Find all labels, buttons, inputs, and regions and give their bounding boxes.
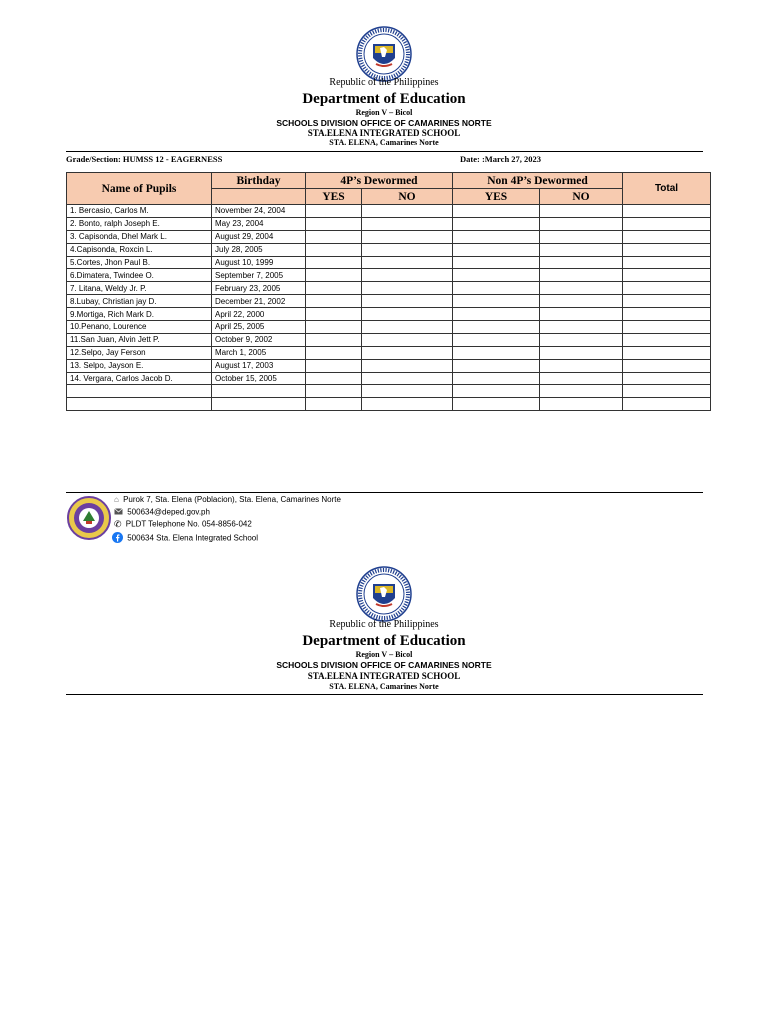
school-address: STA. ELENA, Camarines Norte [329, 138, 439, 147]
total-cell [623, 372, 711, 385]
col-header-4ps: 4P’s Dewormed [306, 173, 453, 189]
footer-phone-row [114, 520, 252, 529]
birthday-cell: September 7, 2005 [212, 269, 306, 282]
phone-icon: ✆ [114, 519, 122, 529]
header-divider [66, 151, 703, 152]
republic-text: Republic of the Philippines [329, 77, 439, 88]
table-row [67, 398, 711, 411]
non4ps-yes-cell [453, 243, 540, 256]
non4ps-yes-cell [453, 321, 540, 334]
4ps-yes-cell [306, 321, 362, 334]
division-text-page2: SCHOOLS DIVISION OFFICE OF CAMARINES NORTE [276, 660, 492, 670]
school-name-page2: STA.ELENA INTEGRATED SCHOOL [307, 671, 461, 681]
4ps-yes-cell [306, 333, 362, 346]
table-row [67, 217, 711, 230]
location-icon: ⌂ [114, 495, 119, 504]
col-header-name: Name of Pupils [67, 173, 212, 205]
4ps-no-cell [362, 205, 453, 218]
pupil-name-cell: 12.Selpo, Jay Ferson [67, 346, 212, 359]
col-header-non4ps-yes: YES [453, 189, 540, 205]
non4ps-no-cell [540, 243, 623, 256]
non4ps-no-cell [540, 359, 623, 372]
4ps-no-cell [362, 217, 453, 230]
region-text: Region V – Bicol [355, 108, 413, 117]
col-header-4ps-no: NO [362, 189, 453, 205]
4ps-yes-cell [306, 230, 362, 243]
non4ps-no-cell [540, 321, 623, 334]
deped-seal [356, 26, 412, 82]
pupil-name-cell: 14. Vergara, Carlos Jacob D. [67, 372, 212, 385]
division-text: SCHOOLS DIVISION OFFICE OF CAMARINES NORTE [276, 118, 492, 128]
non4ps-yes-cell [453, 372, 540, 385]
school-logo [67, 496, 111, 540]
non4ps-no-cell [540, 385, 623, 398]
col-header-non4ps: Non 4P’s Dewormed [453, 173, 623, 189]
birthday-cell: March 1, 2005 [212, 346, 306, 359]
footer-phone: PLDT Telephone No. 054-8856-042 [125, 519, 252, 529]
4ps-yes-cell [306, 385, 362, 398]
4ps-yes-cell [306, 295, 362, 308]
non4ps-no-cell [540, 217, 623, 230]
footer-address-row [114, 496, 341, 504]
table-row [67, 321, 711, 334]
4ps-no-cell [362, 308, 453, 321]
non4ps-yes-cell [453, 333, 540, 346]
birthday-cell: October 15, 2005 [212, 372, 306, 385]
birthday-cell: April 25, 2005 [212, 321, 306, 334]
birthday-cell [212, 398, 306, 411]
table-row [67, 359, 711, 372]
total-cell [623, 256, 711, 269]
total-cell [623, 295, 711, 308]
col-header-birthday: Birthday [212, 173, 306, 189]
non4ps-yes-cell [453, 256, 540, 269]
birthday-cell: August 17, 2003 [212, 359, 306, 372]
birthday-cell: May 23, 2004 [212, 217, 306, 230]
birthday-cell: August 10, 1999 [212, 256, 306, 269]
4ps-no-cell [362, 333, 453, 346]
non4ps-no-cell [540, 269, 623, 282]
table-row [67, 346, 711, 359]
school-address-page2: STA. ELENA, Camarines Norte [329, 682, 439, 691]
total-cell [623, 282, 711, 295]
non4ps-no-cell [540, 346, 623, 359]
total-cell [623, 217, 711, 230]
4ps-yes-cell [306, 346, 362, 359]
birthday-cell: April 22, 2000 [212, 308, 306, 321]
total-cell [623, 205, 711, 218]
4ps-no-cell [362, 346, 453, 359]
4ps-no-cell [362, 398, 453, 411]
total-cell [623, 385, 711, 398]
table-row [67, 282, 711, 295]
pupil-name-cell: 6.Dimatera, Twindee O. [67, 269, 212, 282]
pupil-name-cell: 8.Lubay, Christian jay D. [67, 295, 212, 308]
table-row [67, 295, 711, 308]
col-header-4ps-yes: YES [306, 189, 362, 205]
total-cell [623, 346, 711, 359]
region-text-page2: Region V – Bicol [355, 650, 413, 659]
non4ps-yes-cell [453, 398, 540, 411]
4ps-yes-cell [306, 359, 362, 372]
4ps-no-cell [362, 230, 453, 243]
pupil-name-cell [67, 385, 212, 398]
pupil-name-cell: 13. Selpo, Jayson E. [67, 359, 212, 372]
4ps-no-cell [362, 321, 453, 334]
pupil-name-cell: 9.Mortiga, Rich Mark D. [67, 308, 212, 321]
footer-email: 500634@deped.gov.ph [127, 507, 210, 517]
non4ps-yes-cell [453, 346, 540, 359]
non4ps-no-cell [540, 256, 623, 269]
4ps-no-cell [362, 359, 453, 372]
pupil-name-cell: 1. Bercasio, Carlos M. [67, 205, 212, 218]
table-row [67, 269, 711, 282]
republic-text-page2: Republic of the Philippines [329, 619, 439, 630]
non4ps-yes-cell [453, 205, 540, 218]
pupil-name-cell: 10.Penano, Lourence [67, 321, 212, 334]
non4ps-no-cell [540, 333, 623, 346]
total-cell [623, 398, 711, 411]
deped-seal-page2 [356, 566, 412, 622]
table-row [67, 243, 711, 256]
4ps-yes-cell [306, 256, 362, 269]
total-cell [623, 333, 711, 346]
non4ps-yes-cell [453, 269, 540, 282]
footer-facebook: 500634 Sta. Elena Integrated School [127, 533, 258, 543]
school-name: STA.ELENA INTEGRATED SCHOOL [307, 128, 461, 138]
table-row [67, 372, 711, 385]
non4ps-yes-cell [453, 217, 540, 230]
header-divider-page2 [66, 694, 703, 695]
non4ps-yes-cell [453, 295, 540, 308]
non4ps-yes-cell [453, 282, 540, 295]
non4ps-yes-cell [453, 308, 540, 321]
4ps-no-cell [362, 243, 453, 256]
4ps-yes-cell [306, 308, 362, 321]
table-row [67, 308, 711, 321]
4ps-no-cell [362, 269, 453, 282]
facebook-icon [112, 532, 123, 545]
total-cell [623, 243, 711, 256]
birthday-cell: February 23, 2005 [212, 282, 306, 295]
non4ps-no-cell [540, 372, 623, 385]
grade-section: Grade/Section: HUMSS 12 - EAGERNESS [66, 154, 223, 164]
4ps-no-cell [362, 385, 453, 398]
4ps-yes-cell [306, 282, 362, 295]
col-header-non4ps-no: NO [540, 189, 623, 205]
non4ps-no-cell [540, 398, 623, 411]
4ps-yes-cell [306, 398, 362, 411]
table-row [67, 230, 711, 243]
non4ps-no-cell [540, 205, 623, 218]
col-header-birthday-sub [212, 189, 306, 205]
non4ps-no-cell [540, 230, 623, 243]
birthday-cell [212, 385, 306, 398]
department-title-page2: Department of Education [302, 633, 466, 649]
pupil-name-cell: 7. Litana, Weldy Jr. P. [67, 282, 212, 295]
non4ps-no-cell [540, 295, 623, 308]
email-icon [114, 508, 123, 517]
report-date: Date: :March 27, 2023 [460, 154, 542, 164]
4ps-yes-cell [306, 205, 362, 218]
total-cell [623, 269, 711, 282]
department-title: Department of Education [302, 91, 466, 107]
pupil-name-cell: 11.San Juan, Alvin Jett P. [67, 333, 212, 346]
birthday-cell: November 24, 2004 [212, 205, 306, 218]
footer-email-row [114, 508, 210, 517]
non4ps-no-cell [540, 282, 623, 295]
birthday-cell: August 29, 2004 [212, 230, 306, 243]
pupil-name-cell: 5.Cortes, Jhon Paul B. [67, 256, 212, 269]
total-cell [623, 308, 711, 321]
footer-facebook-row [112, 532, 258, 545]
footer-address: Purok 7, Sta. Elena (Poblacion), Sta. Elena, Camarines Norte [123, 495, 341, 505]
non4ps-no-cell [540, 308, 623, 321]
birthday-cell: July 28, 2005 [212, 243, 306, 256]
non4ps-yes-cell [453, 359, 540, 372]
total-cell [623, 359, 711, 372]
table-row [67, 385, 711, 398]
4ps-no-cell [362, 282, 453, 295]
4ps-yes-cell [306, 372, 362, 385]
4ps-no-cell [362, 295, 453, 308]
col-header-total: Total [623, 173, 711, 205]
table-row [67, 256, 711, 269]
table-row [67, 333, 711, 346]
4ps-yes-cell [306, 217, 362, 230]
birthday-cell: October 9, 2002 [212, 333, 306, 346]
4ps-no-cell [362, 256, 453, 269]
non4ps-yes-cell [453, 385, 540, 398]
pupil-name-cell: 3. Capisonda, Dhel Mark L. [67, 230, 212, 243]
deworming-table [66, 172, 711, 411]
4ps-yes-cell [306, 243, 362, 256]
total-cell [623, 321, 711, 334]
pupil-name-cell [67, 398, 212, 411]
pupil-name-cell: 2. Bonto, ralph Joseph E. [67, 217, 212, 230]
4ps-no-cell [362, 372, 453, 385]
birthday-cell: December 21, 2002 [212, 295, 306, 308]
non4ps-yes-cell [453, 230, 540, 243]
pupil-name-cell: 4.Capisonda, Roxcin L. [67, 243, 212, 256]
footer-divider [66, 492, 703, 493]
total-cell [623, 230, 711, 243]
table-row [67, 205, 711, 218]
4ps-yes-cell [306, 269, 362, 282]
